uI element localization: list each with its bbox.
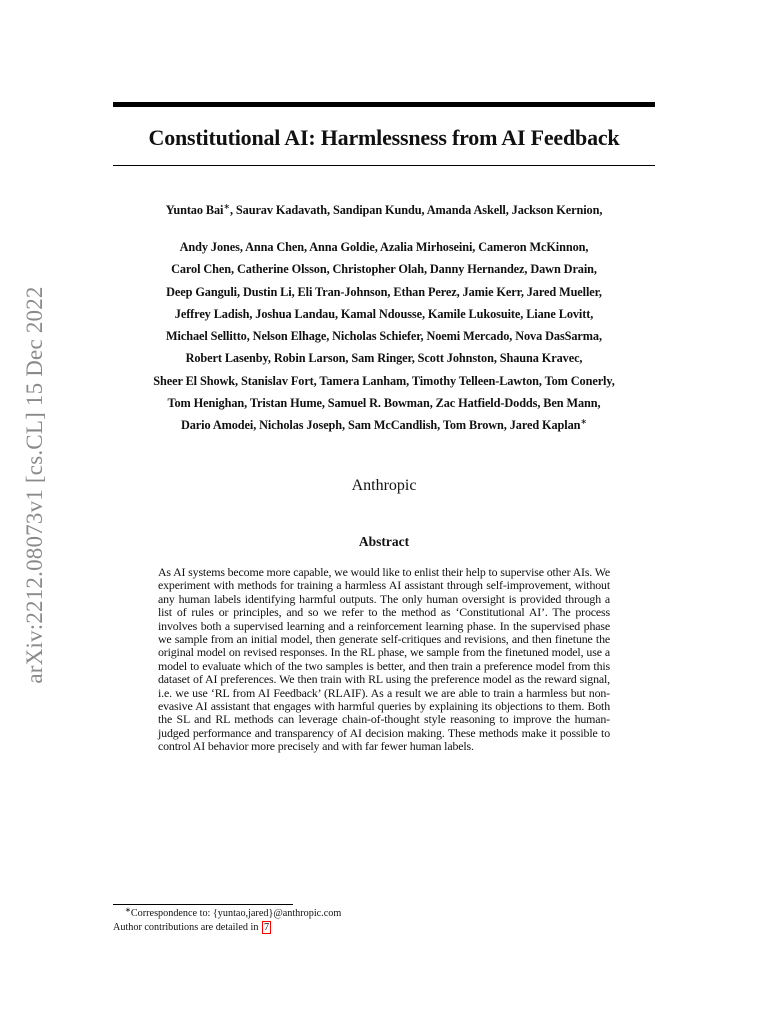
author-list	[113, 236, 655, 437]
section-reference-link[interactable]: 7	[263, 922, 270, 933]
author-line-first-rest: , Saurav Kadavath, Sandipan Kundu, Amanda Askell, Jackson Kernion,	[229, 203, 603, 217]
footnote-contributions	[113, 921, 513, 934]
contributions-text: Author contributions are detailed in	[113, 922, 259, 933]
author-lead: Yuntao Bai	[165, 203, 224, 217]
author-line: Carol Chen, Catherine Olsson, Christopher Olah, Danny Hernandez, Dawn Drain,	[171, 262, 597, 277]
arxiv-identifier: arXiv:2212.08073v1 [cs.CL] 15 Dec 2022	[22, 286, 47, 684]
title-top-rule	[113, 102, 655, 107]
title-bottom-rule	[113, 165, 655, 166]
paper-title: Constitutional AI: Harmlessness from AI Feedback	[148, 125, 620, 150]
abstract-heading: Abstract	[358, 534, 410, 549]
author-last-footnote-mark[interactable]: ∗	[580, 417, 588, 427]
author-line: Andy Jones, Anna Chen, Anna Goldie, Azalia Mirhoseini, Cameron McKinnon,	[179, 240, 589, 254]
footnote-correspondence	[113, 907, 525, 920]
author-line-last	[113, 414, 655, 436]
author-line: Deep Ganguli, Dustin Li, Eli Tran-Johnson, Ethan Perez, Jamie Kerr, Jared Mueller,	[166, 284, 602, 299]
footnote-mark: ∗	[125, 906, 131, 914]
correspondence-text: Correspondence to: {yuntao,jared}@anthropic.com	[130, 908, 342, 919]
author-line: Tom Henighan, Tristan Hume, Samuel R. Bowman, Zac Hatfield-Dodds, Ben Mann,	[167, 396, 601, 411]
author-line: Michael Sellitto, Nelson Elhage, Nicholas Schiefer, Noemi Mercado, Nova DasSarma,	[166, 329, 602, 344]
author-line: Robert Lasenby, Robin Larson, Sam Ringer, Scott Johnston, Shauna Kravec,	[185, 351, 583, 366]
author-lead-footnote-mark[interactable]: ∗	[223, 202, 230, 211]
author-line-last-text: Dario Amodei, Nicholas Joseph, Sam McCandlish, Tom Brown, Jared Kaplan	[180, 418, 581, 433]
affiliation: Anthropic	[351, 477, 417, 494]
author-list-first-line	[113, 199, 655, 221]
author-line: Jeffrey Ladish, Joshua Landau, Kamal Ndousse, Kamile Lukosuite, Liane Lovitt,	[174, 306, 594, 321]
author-line: Sheer El Showk, Stanislav Fort, Tamera Lanham, Timothy Telleen-Lawton, Tom Conerly,	[153, 373, 615, 388]
footnote-rule	[113, 904, 293, 905]
abstract-body: As AI systems become more capable, we would like to enlist their help to supervise other AIs. We experiment with methods for training a harmless AI assistant through self-improvement, without any human labels identifying harmful outputs. The only human oversight is provided through a list of rules or principles, and so we refer to the method as ‘Constitutional AI’. The process involves both a supervised learning and a reinforcement learning phase. In the supervised phase we sample from an initial model, then generate self-critiques and revisions, and then finetune the original model on revised responses. In the RL phase, we sample from the finetuned model, use a model to evaluate which of the two samples is better, and then train a preference model from this dataset of AI preferences. We then train with RL using the preference model as the reward signal, i.e. we use ‘RL from AI Feedback’ (RLAIF). As a result we are able to train a harmless but non-evasive AI assistant that engages with harmful queries by explaining its objections to them. Both the SL and RL methods can leverage chain-of-thought style reasoning to improve the human-judged performance and transparency of AI decision making. These methods make it possible to control AI behavior more precisely and with far fewer human labels.	[158, 565, 610, 754]
